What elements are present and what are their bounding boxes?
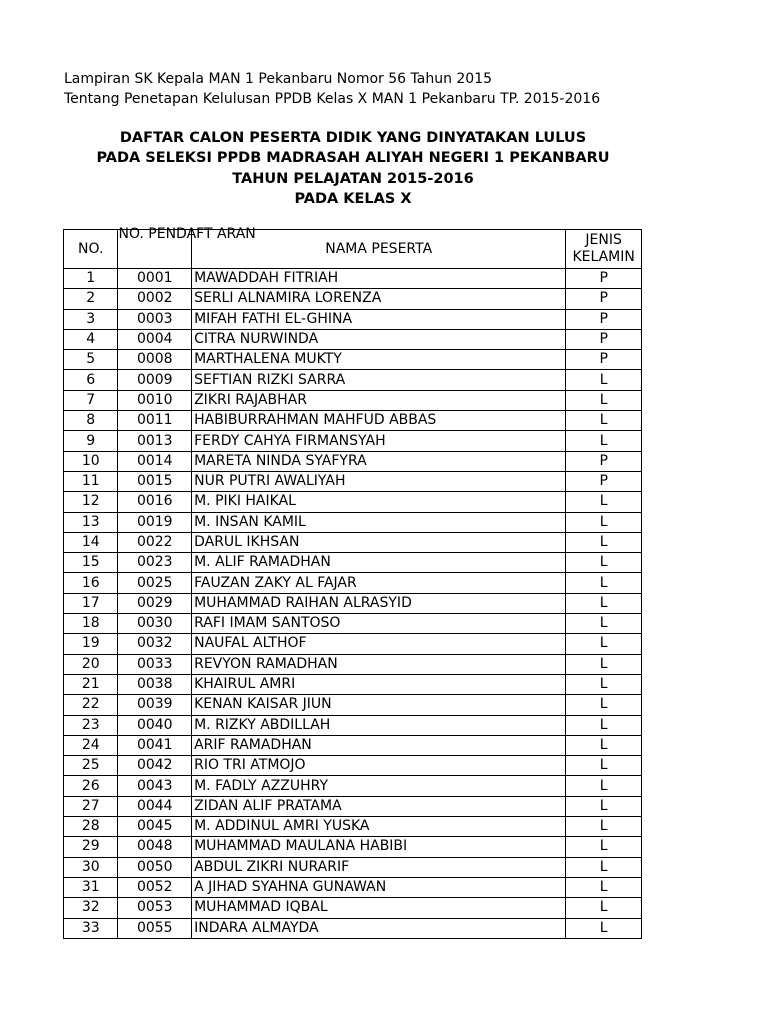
gender: L [566,634,642,654]
table-row [64,796,642,816]
table-row [64,329,642,349]
registration-number: 0025 [118,573,192,593]
gender: L [566,411,642,431]
table-row [64,695,642,715]
gender: L [566,593,642,613]
column-header-no: NO. [64,230,118,269]
gender: L [566,390,642,410]
table-row [64,411,642,431]
participant-name: SEFTIAN RIZKI SARRA [192,370,566,390]
table-row [64,471,642,491]
table-row [64,654,642,674]
table-row [64,532,642,552]
column-header-gender [566,230,642,269]
registration-number: 0044 [118,796,192,816]
document-header [64,69,600,109]
participant-name: MUHAMMAD IQBAL [192,898,566,918]
registration-number: 0016 [118,492,192,512]
registration-number: 0001 [118,269,192,289]
participant-name: M. PIKI HAIKAL [192,492,566,512]
gender: L [566,553,642,573]
document-title [64,128,642,209]
table-row [64,614,642,634]
row-number: 12 [64,492,118,512]
row-number: 11 [64,471,118,491]
table-row [64,918,642,938]
participant-name: ZIDAN ALIF PRATAMA [192,796,566,816]
registration-number: 0045 [118,817,192,837]
gender: P [566,329,642,349]
registration-number: 0055 [118,918,192,938]
table-row [64,370,642,390]
row-number: 15 [64,553,118,573]
participant-name: CITRA NURWINDA [192,329,566,349]
title-line-1: DAFTAR CALON PESERTA DIDIK YANG DINYATAKAN LULUS [119,130,587,146]
table-row [64,837,642,857]
row-number: 31 [64,877,118,897]
participant-name: MAWADDAH FITRIAH [192,269,566,289]
gender: L [566,695,642,715]
gender: L [566,370,642,390]
table-row [64,674,642,694]
table-row [64,512,642,532]
table-row [64,877,642,897]
column-header-gender-label: JENIS KELAMIN [572,232,635,265]
row-number: 16 [64,573,118,593]
gender: P [566,289,642,309]
registration-number: 0052 [118,877,192,897]
row-number: 10 [64,451,118,471]
gender: L [566,431,642,451]
gender: L [566,837,642,857]
registration-number: 0032 [118,634,192,654]
row-number: 9 [64,431,118,451]
registration-number: 0011 [118,411,192,431]
row-number: 32 [64,898,118,918]
participant-name: SERLI ALNAMIRA LORENZA [192,289,566,309]
table-row [64,715,642,735]
table-header-row [64,230,642,269]
table-row [64,817,642,837]
registration-number: 0008 [118,350,192,370]
gender: P [566,350,642,370]
participant-name: INDARA ALMAYDA [192,918,566,938]
row-number: 20 [64,654,118,674]
participant-name: MUHAMMAD RAIHAN ALRASYID [192,593,566,613]
participant-name: M. ADDINUL AMRI YUSKA [192,817,566,837]
registration-number: 0015 [118,471,192,491]
title-line-3: TAHUN PELAJATAN 2015-2016 [232,170,474,187]
row-number: 2 [64,289,118,309]
gender: L [566,654,642,674]
gender: L [566,614,642,634]
gender: P [566,471,642,491]
gender: P [566,309,642,329]
participant-name: ARIF RAMADHAN [192,735,566,755]
participant-name: M. INSAN KAMIL [192,512,566,532]
registration-number: 0019 [118,512,192,532]
table-body [64,269,642,939]
participant-name: M. FADLY AZZUHRY [192,776,566,796]
participant-name: M. ALIF RAMADHAN [192,553,566,573]
registration-number: 0029 [118,593,192,613]
participant-name: MARETA NINDA SYAFYRA [192,451,566,471]
registration-number: 0030 [118,614,192,634]
header-line-1: Lampiran SK Kepala MAN 1 Pekanbaru Nomor 56 Tahun 2015 [64,71,493,87]
row-number: 29 [64,837,118,857]
row-number: 6 [64,370,118,390]
gender: P [566,451,642,471]
gender: L [566,674,642,694]
registration-number: 0010 [118,390,192,410]
participant-name: MUHAMMAD MAULANA HABIBI [192,837,566,857]
column-header-registration-label: NO. PENDAFT ARAN [118,226,256,242]
row-number: 4 [64,329,118,349]
table-row [64,776,642,796]
gender: L [566,898,642,918]
participant-name: A JIHAD SYAHNA GUNAWAN [192,877,566,897]
table-row [64,857,642,877]
registration-number: 0048 [118,837,192,857]
table-row [64,593,642,613]
table-row [64,269,642,289]
gender: L [566,877,642,897]
column-header-name: NAMA PESERTA [192,230,566,269]
participants-table [63,226,642,939]
table-row [64,634,642,654]
row-number: 23 [64,715,118,735]
gender: L [566,796,642,816]
table-row [64,756,642,776]
registration-number: 0004 [118,329,192,349]
registration-number: 0038 [118,674,192,694]
participant-name: FERDY CAHYA FIRMANSYAH [192,431,566,451]
participant-name: RIO TRI ATMOJO [192,756,566,776]
gender: L [566,573,642,593]
row-number: 21 [64,674,118,694]
header-line-2: Tentang Penetapan Kelulusan PPDB Kelas X MAN 1 Pekanbaru TP. 2015-2016 [64,91,601,107]
gender: L [566,735,642,755]
gender: L [566,918,642,938]
participant-name: REVYON RAMADHAN [192,654,566,674]
row-number: 18 [64,614,118,634]
participant-name: MIFAH FATHI EL-GHINA [192,309,566,329]
title-line-2: PADA SELEKSI PPDB MADRASAH ALIYAH NEGERI 1 PEKANBARU [96,150,610,167]
row-number: 1 [64,269,118,289]
participant-name: KHAIRUL AMRI [192,674,566,694]
participant-name: NUR PUTRI AWALIYAH [192,471,566,491]
row-number: 17 [64,593,118,613]
row-number: 8 [64,411,118,431]
registration-number: 0009 [118,370,192,390]
gender: L [566,857,642,877]
gender: L [566,532,642,552]
table-row [64,350,642,370]
registration-number: 0043 [118,776,192,796]
participant-name: HABIBURRAHMAN MAHFUD ABBAS [192,411,566,431]
gender: L [566,715,642,735]
table-row [64,553,642,573]
row-number: 26 [64,776,118,796]
column-header-registration [118,226,256,269]
gender: P [566,269,642,289]
participant-name: MARTHALENA MUKTY [192,350,566,370]
row-number: 30 [64,857,118,877]
table-row [64,289,642,309]
table-row [64,431,642,451]
row-number: 25 [64,756,118,776]
registration-number: 0023 [118,553,192,573]
participant-name: ZIKRI RAJABHAR [192,390,566,410]
row-number: 27 [64,796,118,816]
participant-name: NAUFAL ALTHOF [192,634,566,654]
row-number: 22 [64,695,118,715]
row-number: 33 [64,918,118,938]
row-number: 24 [64,735,118,755]
registration-number: 0033 [118,654,192,674]
row-number: 7 [64,390,118,410]
table-row [64,898,642,918]
table-row [64,451,642,471]
row-number: 14 [64,532,118,552]
registration-number: 0042 [118,756,192,776]
registration-number: 0014 [118,451,192,471]
row-number: 3 [64,309,118,329]
registration-number: 0040 [118,715,192,735]
registration-number: 0003 [118,309,192,329]
registration-number: 0050 [118,857,192,877]
registration-number: 0053 [118,898,192,918]
participant-name: FAUZAN ZAKY AL FAJAR [192,573,566,593]
table-row [64,573,642,593]
participant-name: KENAN KAISAR JIUN [192,695,566,715]
gender: L [566,756,642,776]
participant-name: M. RIZKY ABDILLAH [192,715,566,735]
row-number: 28 [64,817,118,837]
gender: L [566,512,642,532]
registration-number: 0039 [118,695,192,715]
registration-number: 0022 [118,532,192,552]
gender: L [566,817,642,837]
gender: L [566,492,642,512]
registration-number: 0041 [118,735,192,755]
table-row [64,309,642,329]
gender: L [566,776,642,796]
table-row [64,390,642,410]
table-row [64,735,642,755]
row-number: 13 [64,512,118,532]
row-number: 5 [64,350,118,370]
participant-name: ABDUL ZIKRI NURARIF [192,857,566,877]
registration-number: 0002 [118,289,192,309]
participant-name: DARUL IKHSAN [192,532,566,552]
participant-name: RAFI IMAM SANTOSO [192,614,566,634]
title-line-4: PADA KELAS X [294,190,412,207]
table-row [64,492,642,512]
registration-number: 0013 [118,431,192,451]
row-number: 19 [64,634,118,654]
